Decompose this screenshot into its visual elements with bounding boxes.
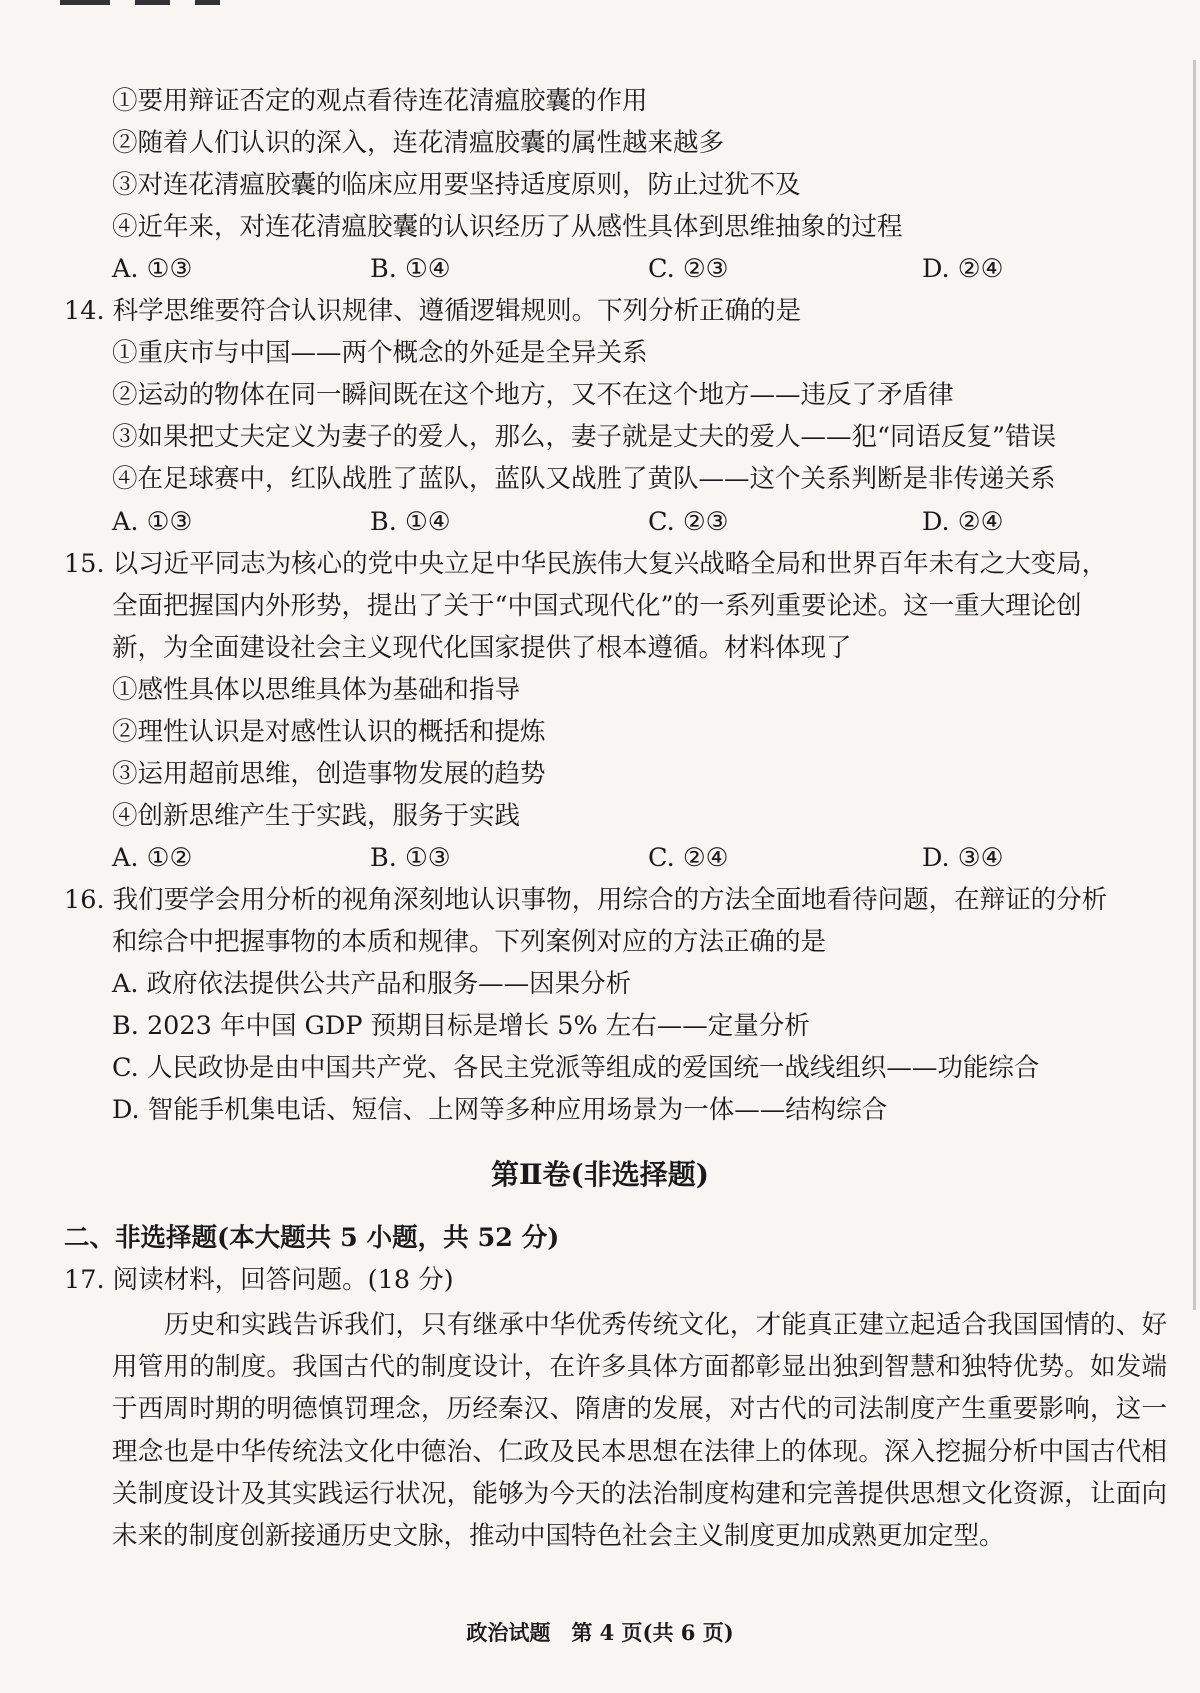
- q13-option-b: B. ①④: [370, 254, 451, 284]
- q16-option-b: B. 2023 年中国 GDP 预期目标是增长 5% 左右——定量分析: [112, 1011, 810, 1041]
- q17-stem: 17. 阅读材料，回答问题。(18 分): [64, 1265, 454, 1295]
- q15-option-a: A. ①②: [112, 843, 193, 873]
- q16-option-d: D. 智能手机集电话、短信、上网等多种应用场景为一体——结构综合: [112, 1095, 888, 1125]
- q14-option-b: B. ①④: [370, 507, 451, 537]
- q13-option-d: D. ②④: [922, 254, 1004, 284]
- q17-passage: 历史和实践告诉我们，只有继承中华优秀传统文化，才能真正建立起适合我国国情的、好用管用的制度。我国古代的制度设计，在许多具体方面都彰显出独到智慧和独特优势。如发端于西周时期的明德慎罚理念，历经秦汉、隋唐的发展，对古代的司法制度产生重要影响，这一理念也是中华传统法文化中德治、仁政及民本思想在法律上的体现。深入挖掘分析中国古代相关制度设计及其实践运行状况，能够为今天的法治制度构建和完善提供思想文化资源，让面向未来的制度创新接通历史文脉，推动中国特色社会主义制度更加成熟更加定型。: [112, 1310, 1167, 1552]
- q13-item-1: ①要用辩证否定的观点看待连花清瘟胶囊的作用: [112, 86, 648, 116]
- q15-option-b: B. ①③: [370, 843, 451, 873]
- q14-option-d: D. ②④: [922, 507, 1004, 537]
- q14-item-3: ③如果把丈夫定义为妻子的爱人，那么，妻子就是丈夫的爱人——犯“同语反复”错误: [112, 422, 1057, 452]
- page-footer: 政治试题 第 4 页(共 6 页): [466, 1620, 734, 1645]
- section-heading: 二、非选择题(本大题共 5 小题，共 52 分): [64, 1223, 560, 1253]
- q15-item-1: ①感性具体以思维具体为基础和指导: [112, 675, 521, 705]
- section-title: 第Ⅱ卷(非选择题): [490, 1158, 710, 1191]
- q15-option-d: D. ③④: [922, 843, 1004, 873]
- q13-option-c: C. ②③: [648, 254, 729, 284]
- q16-option-c: C. 人民政协是由中国共产党、各民主党派等组成的爱国统一战线组织——功能综合: [112, 1053, 1040, 1083]
- q15-option-c: C. ②④: [648, 843, 729, 873]
- scan-mark: [60, 0, 230, 6]
- q14-option-a: A. ①③: [112, 507, 193, 537]
- q13-item-4: ④近年来，对连花清瘟胶囊的认识经历了从感性具体到思维抽象的过程: [112, 212, 903, 242]
- q15-stem-line-1: 15. 以习近平同志为核心的党中央立足中华民族伟大复兴战略全局和世界百年未有之大变局，: [64, 549, 1108, 579]
- q14-item-4: ④在足球赛中，红队战胜了蓝队，蓝队又战胜了黄队——这个关系判断是非传递关系: [112, 464, 1056, 494]
- q16-option-a: A. 政府依法提供公共产品和服务——因果分析: [112, 969, 632, 999]
- q14-option-c: C. ②③: [648, 507, 729, 537]
- q13-item-2: ②随着人们认识的深入，连花清瘟胶囊的属性越来越多: [112, 128, 725, 158]
- q15-item-4: ④创新思维产生于实践，服务于实践: [112, 801, 521, 831]
- q16-stem-line-2: 和综合中把握事物的本质和规律。下列案例对应的方法正确的是: [112, 927, 827, 957]
- q16-stem-line-1: 16. 我们要学会用分析的视角深刻地认识事物，用综合的方法全面地看待问题，在辩证的分析: [64, 885, 1108, 915]
- q15-stem-line-2: 全面把握国内外形势，提出了关于“中国式现代化”的一系列重要论述。这一重大理论创: [112, 591, 1082, 621]
- scan-edge: [1193, 60, 1196, 1310]
- q13-item-3: ③对连花清瘟胶囊的临床应用要坚持适度原则，防止过犹不及: [112, 170, 801, 200]
- q14-item-2: ②运动的物体在同一瞬间既在这个地方，又不在这个地方——违反了矛盾律: [112, 380, 954, 410]
- q15-stem-line-3: 新，为全面建设社会主义现代化国家提供了根本遵循。材料体现了: [112, 633, 852, 663]
- q15-item-2: ②理性认识是对感性认识的概括和提炼: [112, 717, 546, 747]
- q13-option-a: A. ①③: [112, 254, 193, 284]
- q14-stem: 14. 科学思维要符合认识规律、遵循逻辑规则。下列分析正确的是: [64, 296, 802, 326]
- q15-item-3: ③运用超前思维，创造事物发展的趋势: [112, 759, 546, 789]
- q14-item-1: ①重庆市与中国——两个概念的外延是全异关系: [112, 338, 648, 368]
